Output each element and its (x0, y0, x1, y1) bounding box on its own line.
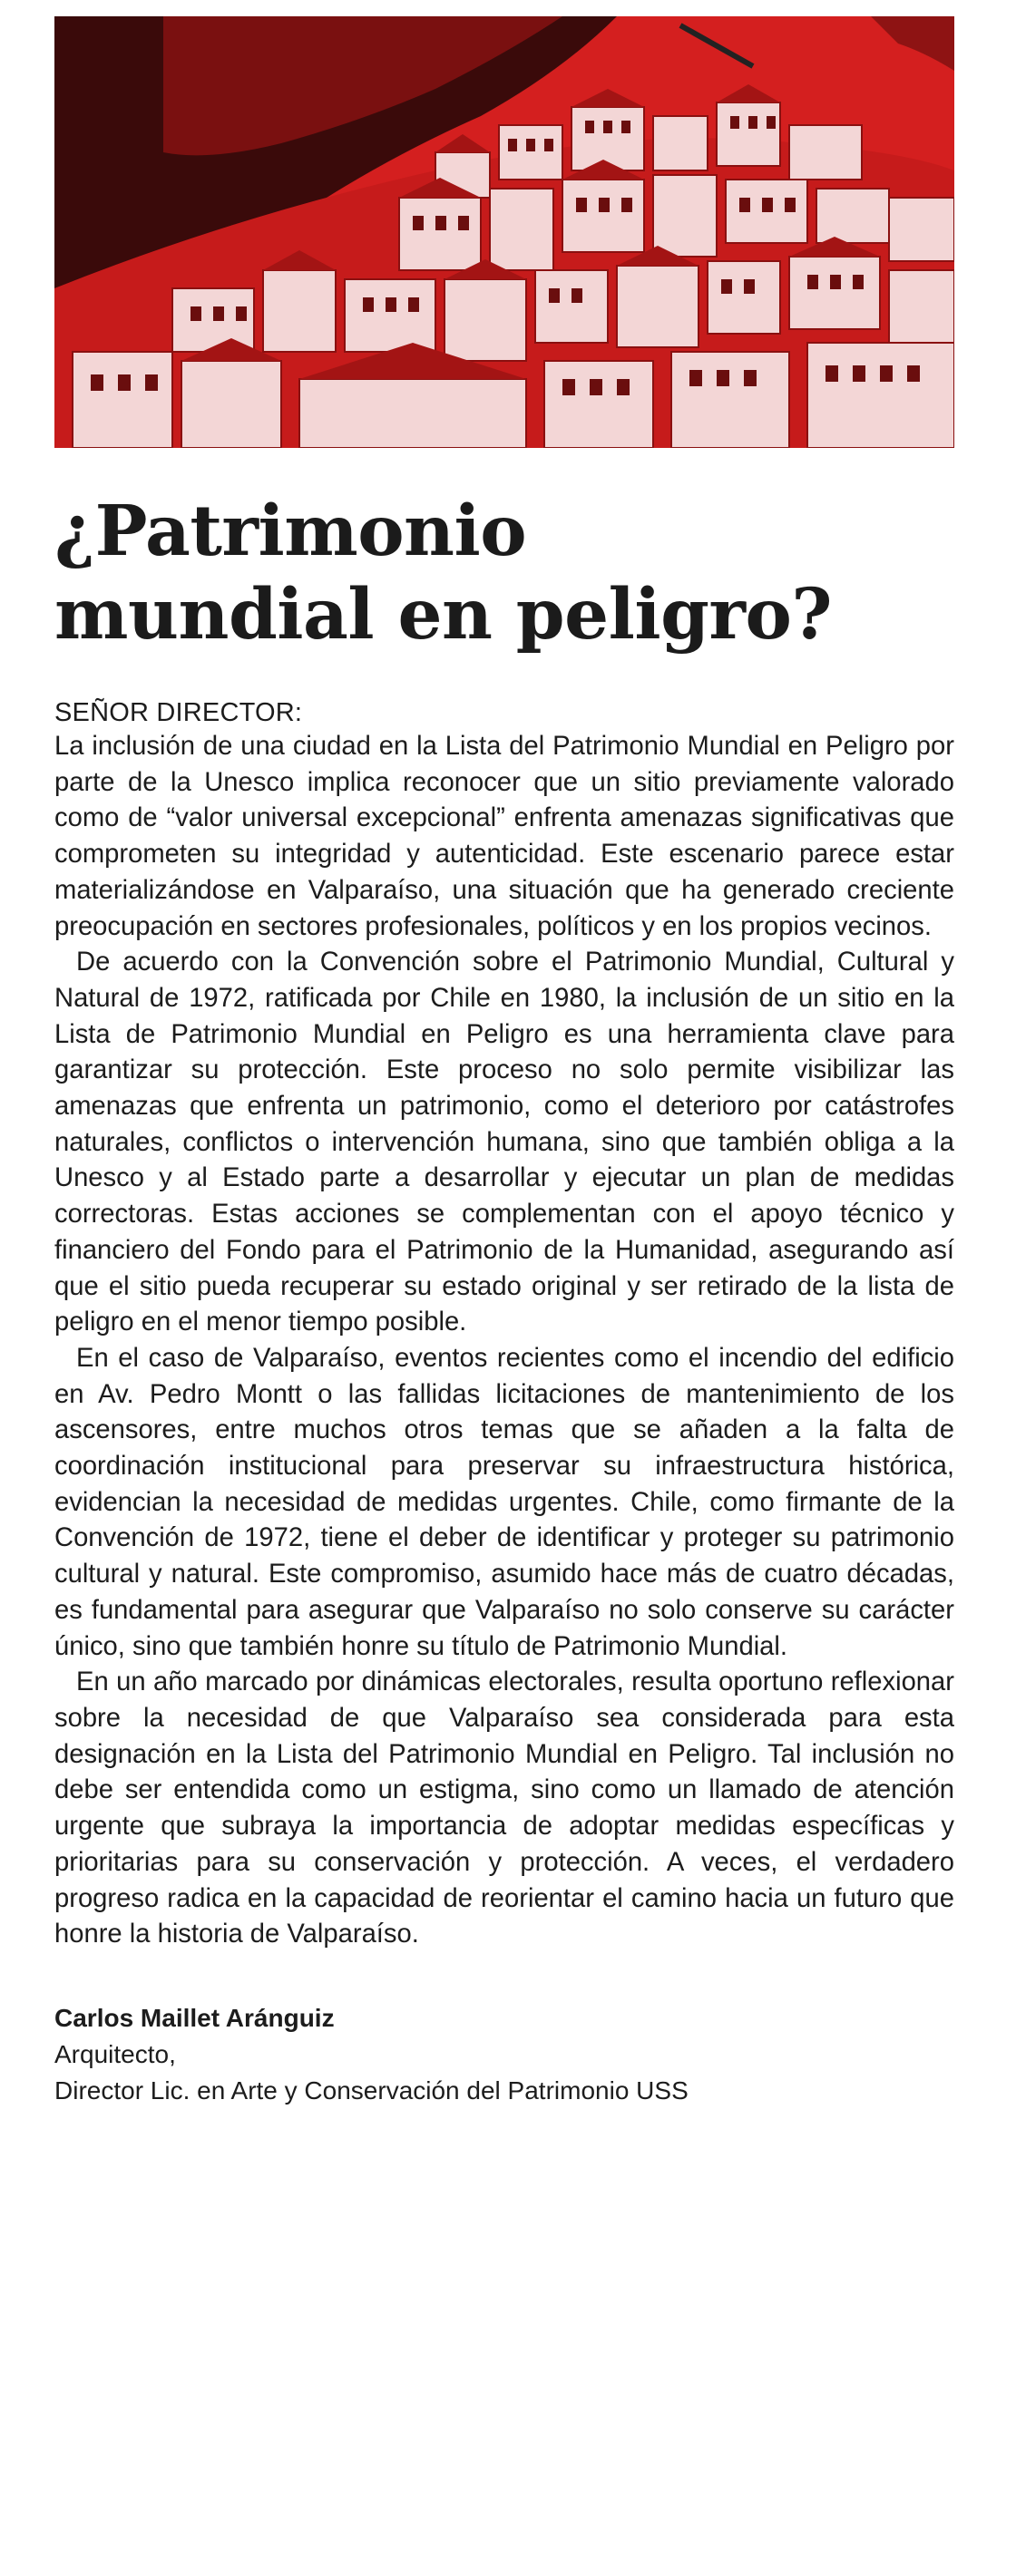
headline (54, 490, 954, 656)
signature (54, 2000, 954, 2109)
headline-line-1: ¿Patrimonio (54, 491, 527, 572)
valparaiso-photo (54, 16, 954, 448)
letter-body (54, 729, 954, 1953)
paragraph-1: La inclusión de una ciudad en la Lista del Patrimonio Mundial en Peligro por parte de la Unesco implica reconocer que un sitio previamente valorado como de “valor universal excepcional” enfrenta amenazas significativas que comprometen su integridad y autenticidad. Este escenario parece estar materializándose en Valparaíso, una situación que ha generado creciente preocupación en sectores profesionales, políticos y en los propios vecinos. (54, 732, 954, 941)
author-role-2: Director Lic. en Arte y Conservación del Patrimonio USS (54, 2075, 689, 2105)
paragraph-2: De acuerdo con la Convención sobre el Patrimonio Mundial, Cultural y Natural de 1972, ratificada por Chile en 1980, la inclusión de un sitio en la Lista de Patrimonio Mundial en Peligro es una herramienta clave para garantizar su protección. Este proceso no solo permite visibilizar las amenazas que enfrenta un patrimonio, como el deterioro por catástrofes naturales, conflictos o intervención humana, sino que también obliga a la Unesco y al Estado parte a desarrollar y ejecutar un plan de medidas correctoras. Estas acciones se complementan con el apoyo técnico y financiero del Fondo para el Patrimonio de la Humanidad, asegurando así que el sitio pueda recuperar su estado original y ser retirado de la lista de peligro en el menor tiempo posible. (54, 948, 954, 1337)
article (54, 16, 954, 2109)
author-name: Carlos Maillet Aránguiz (54, 2003, 335, 2032)
headline-line-2: mundial en peligro? (54, 574, 832, 656)
author-role-1: Arquitecto, (54, 2039, 176, 2068)
salutation: SEÑOR DIRECTOR: (54, 698, 303, 727)
city-hillside-illustration (54, 16, 954, 448)
paragraph-3: En el caso de Valparaíso, eventos recientes como el incendio del edificio en Av. Pedro Montt o las fallidas licitaciones de mantenimiento de los ascensores, entre muchos otros temas que se añaden a la falta de coordinación institucional para preservar su infraestructura histórica, evidencian la necesidad de medidas urgentes. Chile, como firmante de la Convención de 1972, tiene el deber de identificar y proteger su patrimonio cultural y natural. Este compromiso, asumido hace más de cuatro décadas, es fundamental para asegurar que Valparaíso no solo conserve su carácter único, sino que también honre su título de Patrimonio Mundial. (54, 1343, 954, 1661)
paragraph-4: En un año marcado por dinámicas electorales, resulta oportuno reflexionar sobre la necesidad de que Valparaíso sea considerada para esta designación en la Lista del Patrimonio Mundial en Peligro. Tal inclusión no debe ser entendida como un estigma, sino como un llamado de atención urgente que subraya la importancia de adoptar medidas específicas y prioritarias para su conservación y protección. A veces, el verdadero progreso radica en la capacidad de reorientar el camino hacia un futuro que honre la historia de Valparaíso. (54, 1667, 954, 1949)
